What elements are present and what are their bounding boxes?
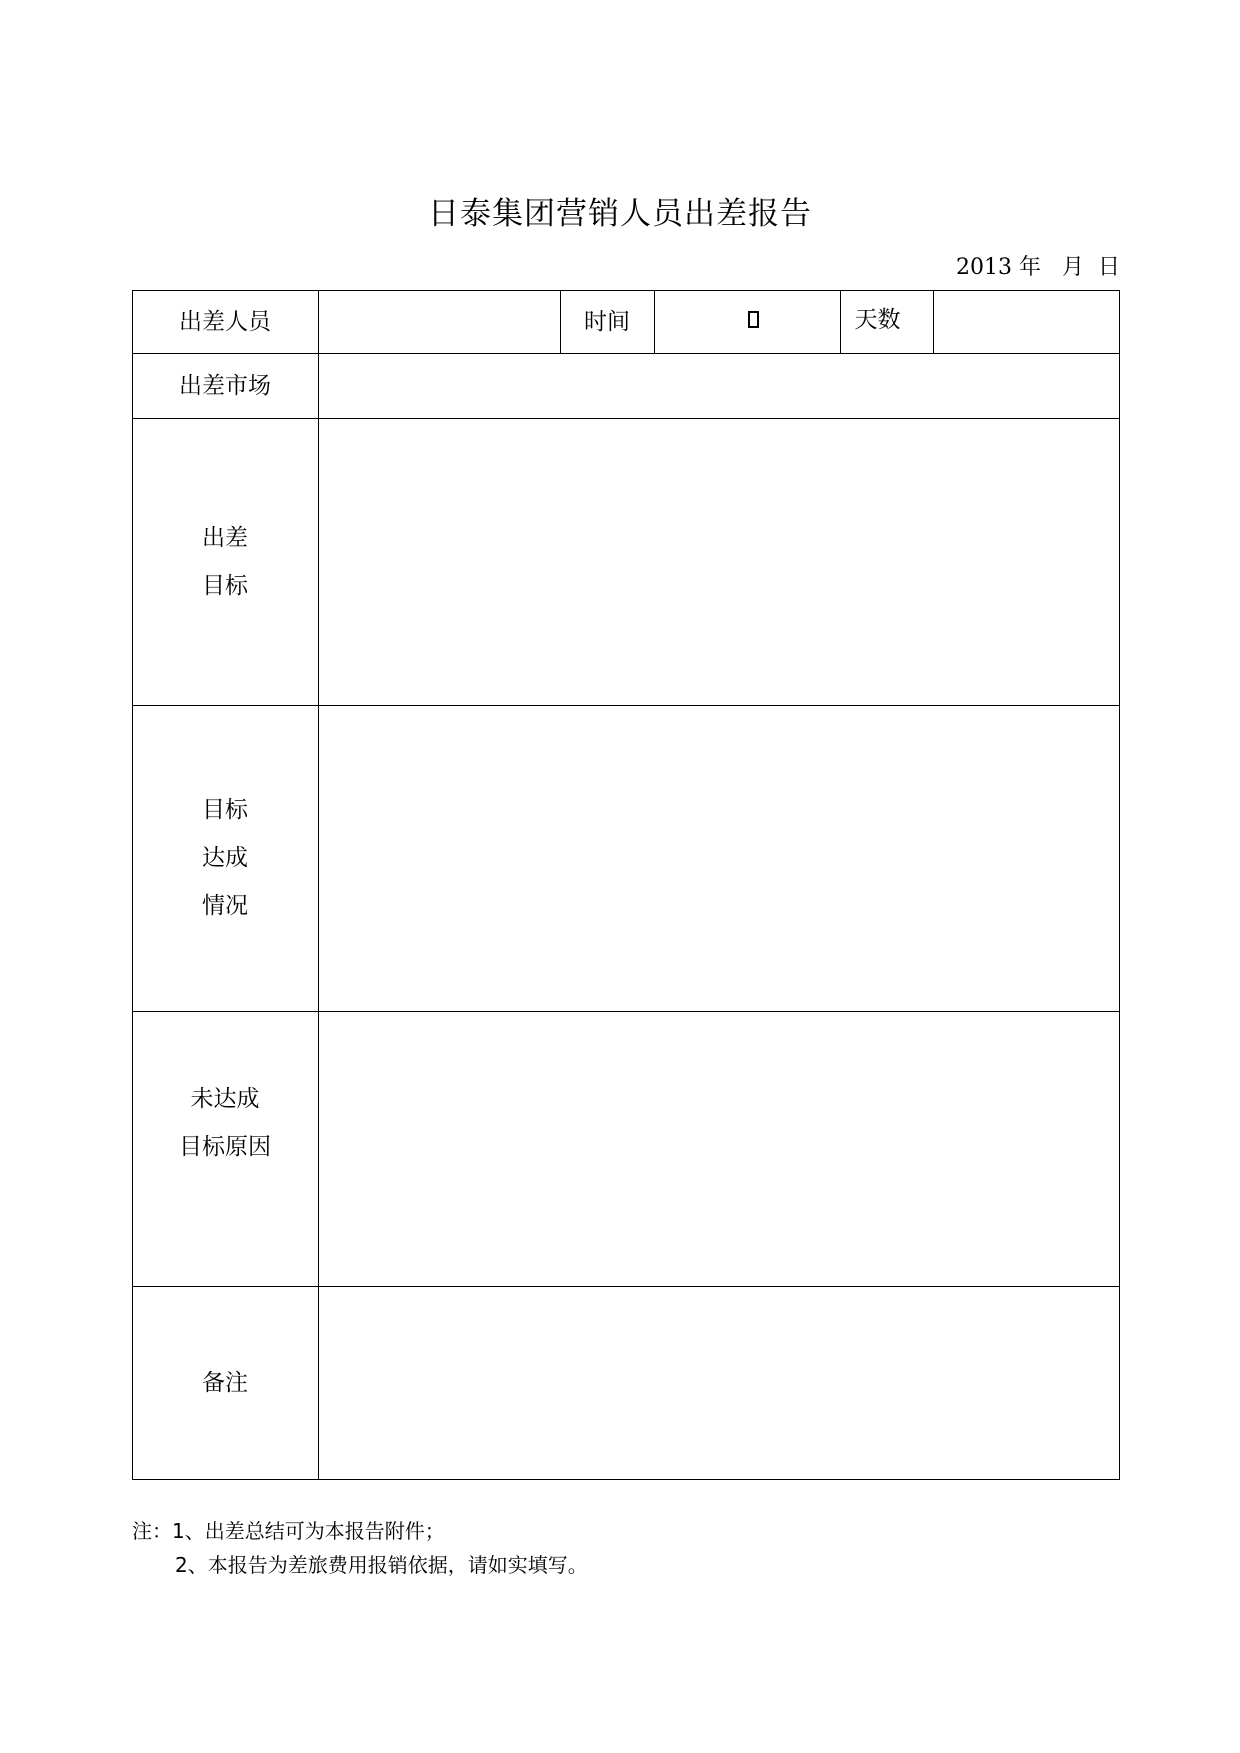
page-title: 日泰集团营销人员出差报告 <box>428 196 812 232</box>
time-placeholder-box <box>748 311 759 328</box>
objective-label-line2: 目标 <box>202 572 248 599</box>
report-date <box>956 250 1120 281</box>
column-divider <box>318 290 319 1480</box>
days-field[interactable] <box>935 292 1118 351</box>
unachieved-field[interactable] <box>320 1013 1118 1284</box>
traveler-label: 出差人员 <box>179 308 271 335</box>
days-label: 天数 <box>854 306 901 333</box>
objective-label <box>132 418 318 705</box>
date-day-unit: 日 <box>1097 255 1120 280</box>
date-year: 2013 <box>955 255 1012 280</box>
remarks-field[interactable] <box>320 1288 1118 1478</box>
achievement-field[interactable] <box>320 707 1118 1009</box>
achievement-label-line1: 目标 <box>202 797 248 823</box>
objective-field[interactable] <box>320 420 1118 703</box>
time-field[interactable] <box>656 292 838 351</box>
date-month-unit: 月 <box>1061 255 1084 280</box>
market-field[interactable] <box>320 355 1118 416</box>
time-label: 时间 <box>584 308 630 335</box>
column-divider <box>933 290 934 353</box>
unachieved-label <box>132 1011 318 1221</box>
remarks-label: 备注 <box>202 1370 248 1396</box>
unachieved-label-line1: 未达成 <box>190 1086 260 1112</box>
achievement-label <box>132 705 318 1011</box>
footnote-2: 2、本报告为差旅费用报销依据，请如实填写。 <box>175 1553 588 1577</box>
footnote-1: 注：1、出差总结可为本报告附件； <box>132 1519 445 1543</box>
achievement-label-line3: 情况 <box>202 893 248 919</box>
traveler-field[interactable] <box>320 292 558 351</box>
market-label: 出差市场 <box>179 372 271 399</box>
achievement-label-line2: 达成 <box>202 845 248 871</box>
unachieved-label-line2: 目标原因 <box>179 1134 271 1160</box>
footnotes <box>132 1514 588 1582</box>
column-divider <box>654 290 655 353</box>
date-year-unit: 年 <box>1018 255 1041 280</box>
objective-label-line1: 出差 <box>202 524 248 551</box>
